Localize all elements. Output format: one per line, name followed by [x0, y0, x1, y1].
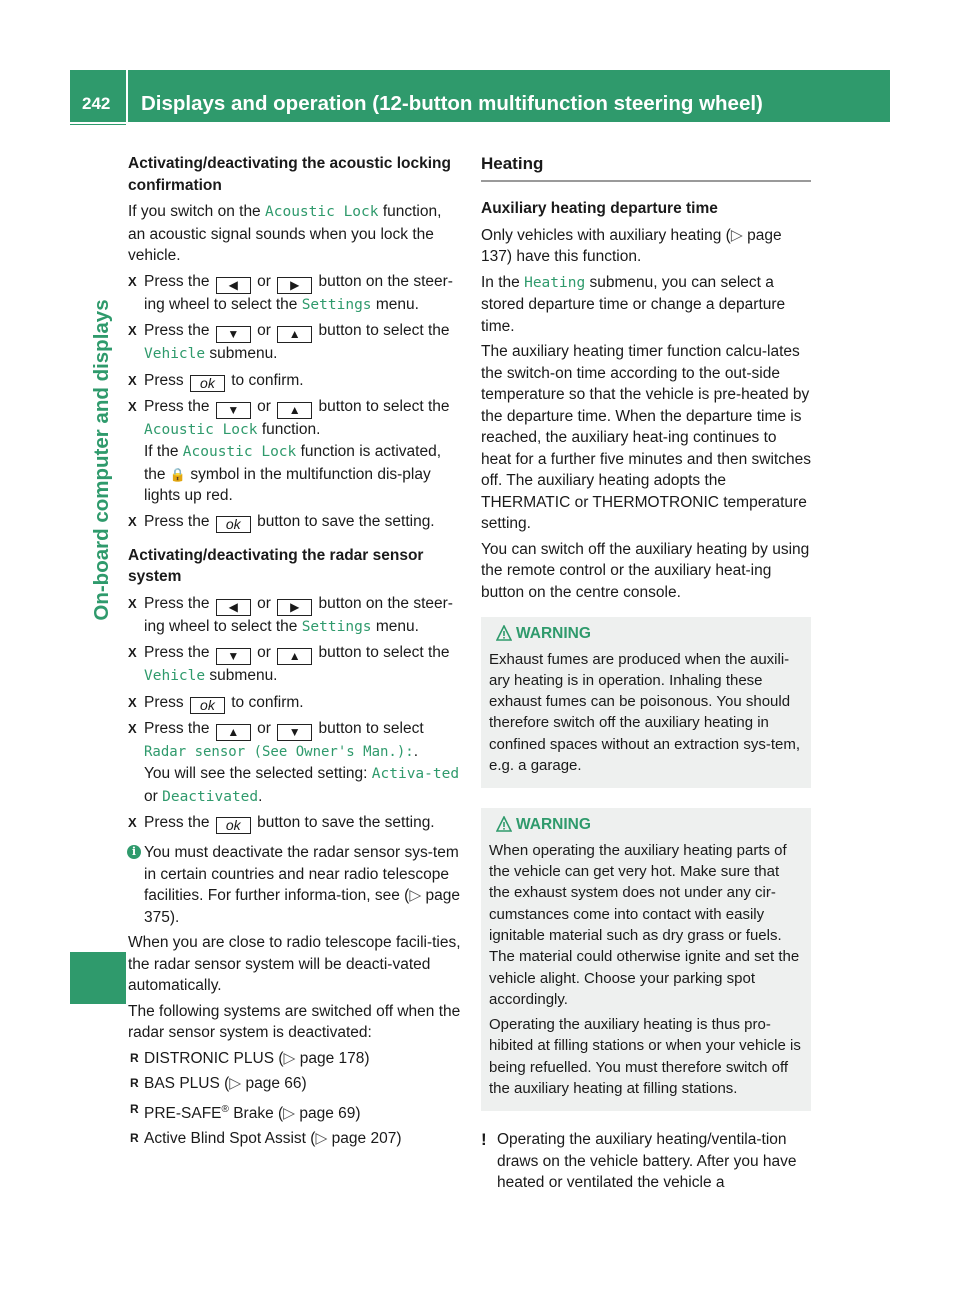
- acoustic-intro: If you switch on the Acoustic Lock function, an acoustic signal sounds when you lock the vehicle.: [128, 203, 442, 264]
- info-note: i You must deactivate the radar sensor sys-tem in certain countries and near radio telescope facilities. For further informa-tion, see (▷ page 375).: [128, 842, 461, 928]
- right-arrow-icon: ▶: [277, 277, 312, 294]
- down-arrow-icon: ▼: [277, 724, 312, 741]
- paragraph: In the Heating submenu, you can select a stored departure time or change a departure time.: [481, 273, 786, 335]
- page-title: Displays and operation (12-button multifunction steering wheel): [141, 92, 763, 115]
- exclamation-icon: !: [481, 1130, 487, 1150]
- heading-heating: Heating: [481, 153, 811, 182]
- warning-triangle-icon: [496, 625, 512, 641]
- header-divider: [70, 124, 126, 125]
- ok-button-icon: ok: [190, 697, 225, 714]
- down-arrow-icon: ▼: [216, 402, 251, 419]
- warning-box: [481, 617, 811, 788]
- display-term: Radar sensor (See Owner's Man.):: [144, 743, 414, 760]
- ok-button-icon: ok: [190, 375, 225, 392]
- left-arrow-icon: ◀: [216, 599, 251, 616]
- step: X Press ok to confirm.: [128, 692, 461, 714]
- page-ref-icon: ▷: [315, 1130, 328, 1148]
- step: X Press the ▼ or ▲ button to select the Vehicle submenu.: [128, 642, 461, 688]
- page-ref-icon: ▷: [283, 1049, 296, 1067]
- lock-icon: 🔒: [169, 466, 187, 482]
- display-term: Acoustic Lock: [182, 444, 297, 460]
- right-column: [481, 153, 811, 1194]
- down-arrow-icon: ▼: [216, 648, 251, 665]
- step: X Press the ok button to save the setting.: [128, 511, 461, 533]
- warning-text: When operating the auxiliary heating parts of the vehicle can get very hot. Make sure that the exhaust system does not under any cir-cumstances come into contact with easily ignitable material such as dry grass or fuels. The material could otherwise ignite and set the vehicle alight. Choose your parking spot accordingly.: [489, 841, 800, 1008]
- display-term: Activa‐ted: [371, 766, 460, 782]
- caution-note: ! Operating the auxiliary heating/ventila-tion draws on the vehicle battery. After you have heated or ventilated the vehicle a: [481, 1130, 797, 1192]
- display-term: Vehicle: [144, 668, 206, 684]
- info-icon: i: [127, 845, 141, 859]
- list-item: R Active Blind Spot Assist (▷ page 207): [128, 1128, 461, 1150]
- display-term: Acoustic Lock: [144, 421, 258, 438]
- page-ref-icon: ▷: [409, 887, 422, 904]
- page-ref-icon: ▷: [730, 226, 743, 244]
- display-term: Settings: [301, 296, 372, 313]
- display-term: Settings: [301, 618, 372, 635]
- heading-aux-heating-departure: Auxiliary heating departure time: [481, 200, 718, 217]
- page-ref-icon: ▷: [283, 1104, 296, 1122]
- step: X Press the ok button to save the setting.: [128, 812, 461, 834]
- section-marker: [70, 952, 126, 1004]
- display-term: Vehicle: [144, 346, 206, 362]
- paragraph: You can switch off the auxiliary heating by using the remote control or the auxiliary heat-ing button on the centre console.: [481, 540, 810, 601]
- display-term: Deactivated: [162, 788, 259, 805]
- list-item: R DISTRONIC PLUS (▷ page 178): [128, 1048, 461, 1070]
- list-item: R PRE-SAFE® Brake (▷ page 69): [128, 1099, 461, 1125]
- right-arrow-icon: ▶: [277, 599, 312, 616]
- step: X Press the ◀ or ▶ button on the steer-ing wheel to select the Settings menu.: [128, 271, 461, 317]
- up-arrow-icon: ▲: [277, 648, 312, 665]
- warning-text: Operating the auxiliary heating is thus pro-hibited at filling stations or when your vehicle is being refuelled. You must therefore switch off the auxiliary heating at filling stations.: [489, 1016, 801, 1098]
- list-item: R BAS PLUS (▷ page 66): [128, 1073, 461, 1095]
- heading-radar-sensor: Activating/deactivating the radar sensor system: [128, 546, 424, 585]
- ok-button-icon: ok: [216, 817, 251, 834]
- step: X Press ok to confirm.: [128, 370, 461, 392]
- step: X Press the ▼ or ▲ button to select the Acoustic Lock function. If the Acoustic Lock function is activated, the 🔒 symbol in the multifunction dis-play lights up red.: [128, 396, 461, 507]
- left-arrow-icon: ◀: [216, 277, 251, 294]
- paragraph: Only vehicles with auxiliary heating (▷ page 137) have this function.: [481, 226, 782, 265]
- display-term: Heating: [524, 274, 586, 291]
- up-arrow-icon: ▲: [277, 326, 312, 343]
- warning-title: WARNING: [516, 625, 591, 642]
- warning-box: [481, 808, 811, 1111]
- warning-text: Exhaust fumes are produced when the auxili-ary heating is in operation. Inhaling these exhaust fumes can be poisonous. You should therefore switch off the auxiliary heating in confined spaces without an extraction sys-tem, e.g. a garage.: [489, 650, 800, 774]
- paragraph: The auxiliary heating timer function calcu-lates the switch-on time according to the out-side temperature so that the vehicle is pre-heated by the departure time. When the departure time is reached, the auxiliary heat-ing continues to heat for a further five minutes and then switches off. The auxiliary heating adopts the THERMATIC or THERMOTRONIC temperature setting.: [481, 343, 811, 532]
- ok-button-icon: ok: [216, 516, 251, 533]
- paragraph: When you are close to radio telescope facili-ties, the radar sensor system will be deacti-vated automatically.: [128, 934, 461, 994]
- paragraph: The following systems are switched off when the radar sensor system is deactivated:: [128, 1002, 461, 1041]
- page-ref-icon: ▷: [229, 1075, 242, 1092]
- warning-triangle-icon: [496, 816, 512, 832]
- left-column: [128, 153, 461, 1154]
- up-arrow-icon: ▲: [216, 724, 251, 741]
- step: X Press the ▼ or ▲ button to select the Vehicle submenu.: [128, 320, 461, 366]
- down-arrow-icon: ▼: [216, 326, 251, 343]
- display-term: Acoustic Lock: [265, 204, 379, 220]
- up-arrow-icon: ▲: [277, 402, 312, 419]
- section-side-label: On-board computer and displays: [90, 299, 113, 621]
- page-number: 242: [82, 94, 111, 113]
- heading-acoustic-locking: Activating/deactivating the acoustic locking confirmation: [128, 155, 451, 194]
- step: X Press the ◀ or ▶ button on the steer-ing wheel to select the Settings menu.: [128, 593, 461, 639]
- step: X Press the ▲ or ▼ button to select Radar sensor (See Owner's Man.):. You will see the selected setting: Activa‐ted or Deactivated.: [128, 718, 461, 809]
- warning-title: WARNING: [516, 816, 591, 834]
